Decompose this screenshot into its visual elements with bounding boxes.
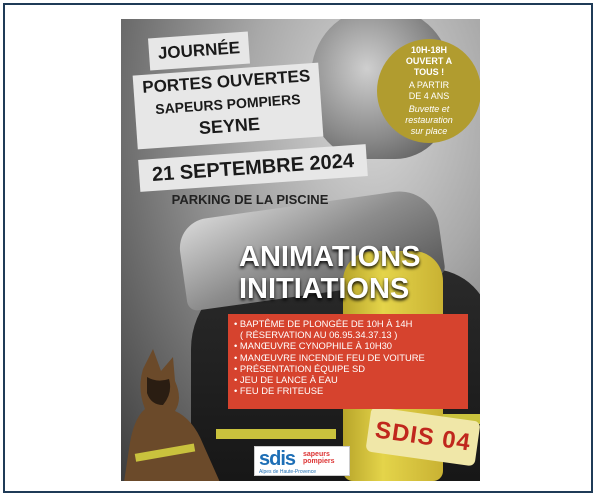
logo-sapeurs: sapeurs (303, 451, 330, 458)
title-banner (133, 63, 324, 150)
list-item: • PRÉSENTATION ÉQUIPE SD (234, 362, 366, 374)
event-poster (121, 19, 480, 481)
badge-open-line2: TOUS ! (413, 67, 445, 77)
title-seyne: SEYNE (198, 113, 261, 139)
animations-heading (239, 241, 419, 305)
badge-age-line1: A PARTIR (408, 80, 450, 90)
list-item: • MANŒUVRE INCENDIE FEU DE VOITURE (234, 351, 425, 363)
list-item: • MANŒUVRE CYNOPHILE À 10H30 (234, 340, 393, 352)
logo-sapeurs-pompiers (303, 451, 335, 465)
list-item: • BAPTÊME DE PLONGÉE DE 10H À 14H (234, 318, 413, 329)
event-date: 21 SEPTEMBRE 2024 (138, 144, 368, 192)
badge-food-line2: restauration (405, 115, 453, 125)
tank-label: SDIS 04 (365, 407, 480, 467)
badge-food-line3: sur place (410, 126, 448, 136)
logo-sdis: sdis (259, 448, 296, 470)
badge-hours: 10H-18H (410, 45, 448, 55)
logo-region: Alpes de Haute-Provence (259, 469, 316, 475)
dog-graphic (123, 349, 233, 481)
badge-age-line2: DE 4 ANS (408, 91, 450, 101)
list-item: • FEU DE FRITEUSE (234, 385, 324, 397)
logo-pompiers: pompiers (303, 458, 335, 465)
event-location: PARKING DE LA PISCINE (171, 192, 329, 207)
animations-heading-line1: ANIMATIONS (239, 241, 421, 273)
title-journee: JOURNÉE (148, 32, 250, 71)
sdis-logo (254, 446, 350, 476)
list-item: ( RÉSERVATION AU 06.95.34.37.13 ) (240, 329, 398, 341)
hours-badge (377, 39, 480, 143)
title-sapeurs-pompiers: SAPEURS POMPIERS (154, 90, 301, 118)
badge-food-line1: Buvette et (408, 104, 450, 114)
title-portes-ouvertes: PORTES OUVERTES (141, 66, 311, 97)
badge-open-line1: OUVERT A (405, 56, 453, 66)
animations-heading-line2: INITIATIONS (239, 273, 410, 305)
list-item: • JEU DE LANCE À EAU (234, 374, 338, 386)
reflective-stripe (216, 429, 336, 439)
animations-list (228, 314, 468, 409)
